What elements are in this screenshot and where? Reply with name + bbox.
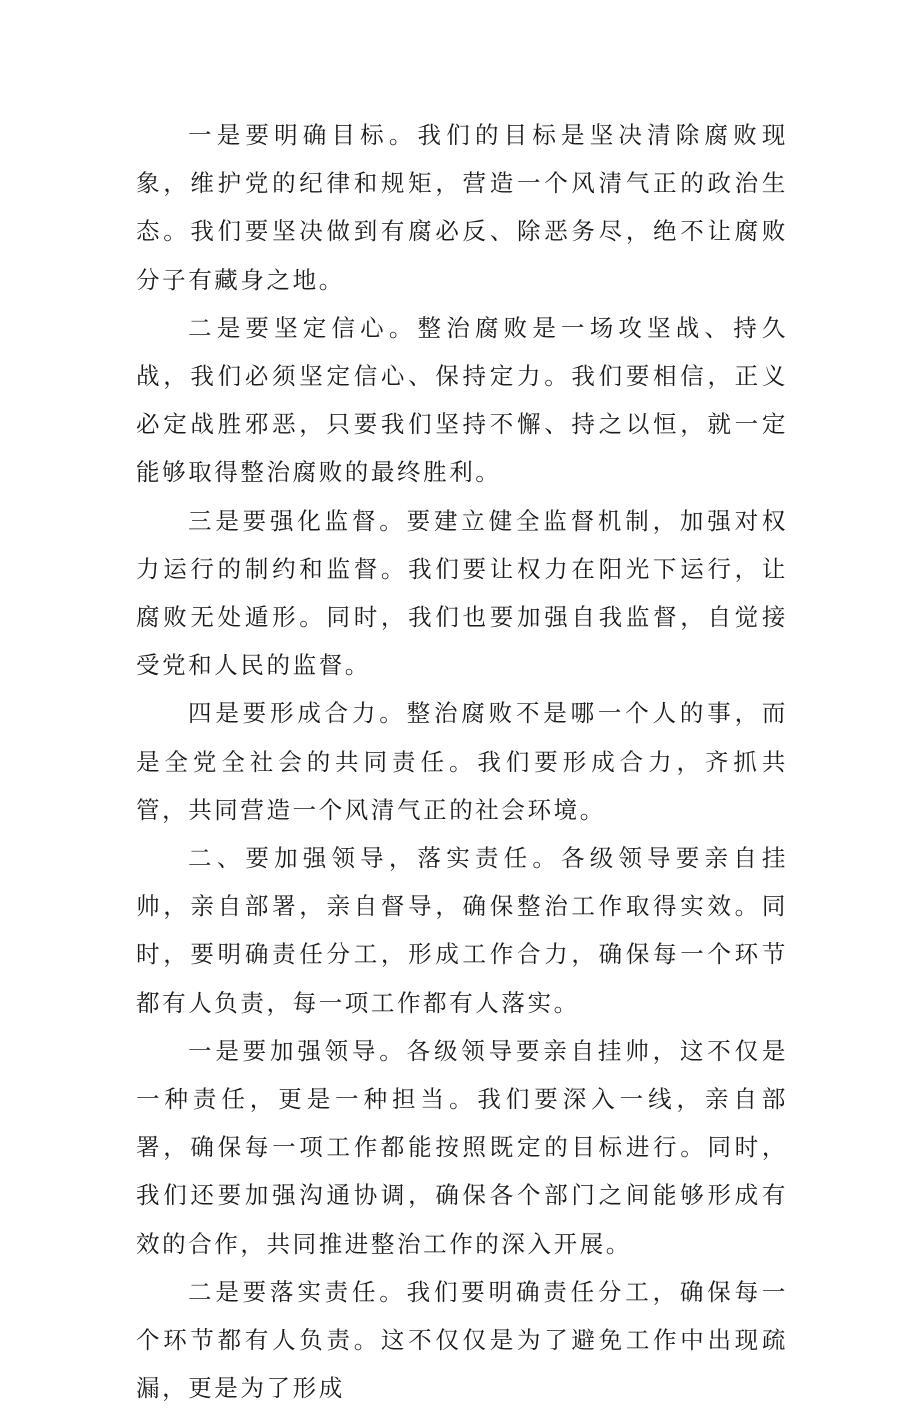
document-body — [136, 111, 788, 1412]
paragraph-leadership-responsibility: 二、要加强领导，落实责任。各级领导要亲自挂帅，亲自部署，亲自督导，确保整治工作取得实效。同时，要明确责任分工，形成工作合力，确保每一个环节都有人负责，每一项工作都有人落实。 — [136, 844, 788, 1017]
paragraph-goal: 一是要明确目标。我们的目标是坚决清除腐败现象，维护党的纪律和规矩，营造一个风清气正的政治生态。我们要坚决做到有腐必反、除恶务尽，绝不让腐败分子有藏身之地。 — [136, 121, 788, 294]
paragraph-implement-responsibility: 二是要落实责任。我们要明确责任分工，确保每一个环节都有人负责。这不仅仅是为了避免工作中出现疏漏，更是为了形成 — [136, 1277, 788, 1403]
paragraph-strengthen-leadership: 一是要加强领导。各级领导要亲自挂帅，这不仅是一种责任，更是一种担当。我们要深入一线，亲自部署，确保每一项工作都能按照既定的目标进行。同时，我们还要加强沟通协调，确保各个部门之间能够形成有效的合作，共同推进整治工作的深入开展。 — [136, 1036, 788, 1258]
paragraph-supervision: 三是要强化监督。要建立健全监督机制，加强对权力运行的制约和监督。我们要让权力在阳光下运行，让腐败无处遁形。同时，我们也要加强自我监督，自觉接受党和人民的监督。 — [136, 506, 788, 680]
paragraph-synergy: 四是要形成合力。整治腐败不是哪一个人的事，而是全党全社会的共同责任。我们要形成合力，齐抓共管，共同营造一个风清气正的社会环境。 — [136, 699, 788, 824]
paragraph-confidence: 二是要坚定信心。整治腐败是一场攻坚战、持久战，我们必须坚定信心、保持定力。我们要相信，正义必定战胜邪恶，只要我们坚持不懈、持之以恒，就一定能够取得整治腐败的最终胜利。 — [136, 313, 788, 487]
